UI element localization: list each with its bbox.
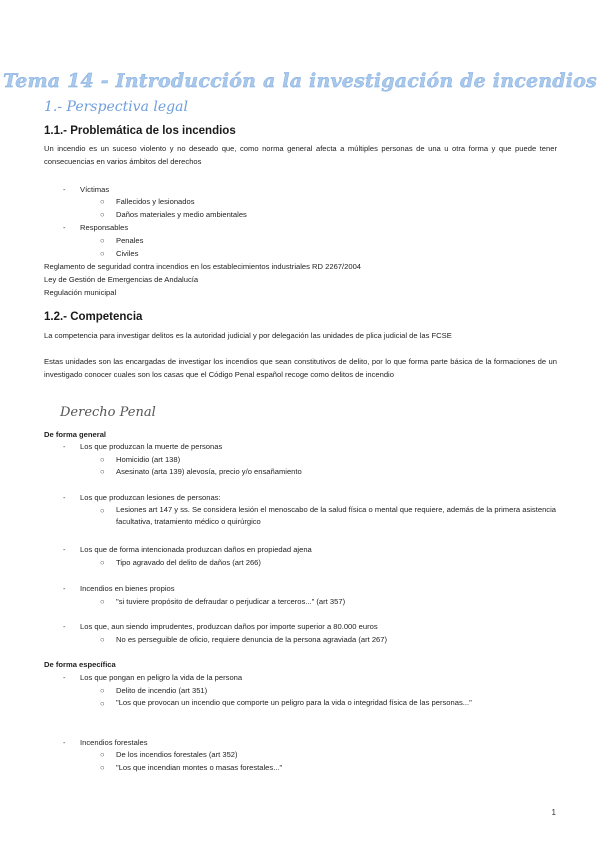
circle-bullet-icon: ○ [100, 750, 105, 759]
paragraph-competencia: La competencia para investigar delitos es la autoridad judicial y por delegación las unidades de plica judicial de las FCSE [44, 331, 452, 340]
list-item: Los que produzcan lesiones de personas: [80, 493, 221, 502]
list-item: Incendios forestales [80, 738, 148, 747]
circle-bullet-icon: ○ [100, 197, 105, 206]
label-de-forma-especifica: De forma específica [44, 660, 116, 669]
list-item-victimas: Víctimas [80, 185, 110, 194]
regulation-line: Regulación municipal [44, 288, 117, 297]
list-subitem: De los incendios forestales (art 352) [116, 750, 238, 759]
list-subitem: Lesiones art 147 y ss. Se considera lesión el menoscabo de la salud física o mental que requiere, además de la primera asistencia facultativa, tratamiento médico o quirúrgico [116, 505, 556, 526]
list-subitem: Civiles [116, 249, 139, 258]
dash-bullet: - [63, 493, 66, 502]
list-subitem: Penales [116, 236, 144, 245]
circle-bullet-icon: ○ [100, 558, 105, 567]
dash-bullet: - [63, 442, 66, 451]
dash-bullet: - [63, 223, 66, 232]
circle-bullet-icon: ○ [100, 635, 105, 644]
subsection-heading-problematica: 1.1.- Problemática de los incendios [44, 125, 236, 137]
page-number: 1 [551, 808, 556, 817]
list-subitem: Delito de incendio (art 351) [116, 686, 208, 695]
heading-derecho-penal: Derecho Penal [60, 405, 156, 420]
list-item: Los que de forma intencionada produzcan daños en propiedad ajena [80, 545, 312, 554]
dash-bullet: - [63, 185, 66, 194]
list-item: Los que, aun siendo imprudentes, produzcan daños por importe superior a 80.000 euros [80, 622, 378, 631]
subsection-heading-competencia: 1.2.- Competencia [44, 311, 143, 323]
list-subitem: No es perseguible de oficio, requiere denuncia de la persona agraviada (art 267) [116, 635, 388, 644]
circle-bullet-icon: ○ [100, 597, 105, 606]
circle-bullet-icon: ○ [100, 506, 105, 515]
dash-bullet: - [63, 673, 66, 682]
circle-bullet-icon: ○ [100, 763, 105, 772]
dash-bullet: - [63, 584, 66, 593]
section-heading-perspectiva-legal: 1.- Perspectiva legal [44, 99, 188, 115]
list-subitem: "si tuviere propósito de defraudar o perjudicar a terceros..." (art 357) [116, 597, 346, 606]
list-item: Incendios en bienes propios [80, 584, 175, 593]
regulation-line: Ley de Gestión de Emergencias de Andalucía [44, 275, 199, 284]
label-de-forma-general: De forma general [44, 430, 107, 439]
dash-bullet: - [63, 545, 66, 554]
circle-bullet-icon: ○ [100, 249, 105, 258]
circle-bullet-icon: ○ [100, 236, 105, 245]
dash-bullet: - [63, 622, 66, 631]
list-item: Los que produzcan la muerte de personas [80, 442, 223, 451]
regulation-line: Reglamento de seguridad contra incendios en los establecimientos industriales RD 2267/2004 [44, 262, 362, 271]
list-subitem: Homicidio (art 138) [116, 455, 181, 464]
list-subitem: "Los que provocan un incendio que comporte un peligro para la vida o integridad física de las personas..." [116, 698, 472, 707]
list-subitem: Asesinato (arta 139) alevosía, precio y/o ensañamiento [116, 467, 302, 476]
circle-bullet-icon: ○ [100, 467, 105, 476]
list-subitem: Fallecidos y lesionados [116, 197, 195, 206]
circle-bullet-icon: ○ [100, 455, 105, 464]
circle-bullet-icon: ○ [100, 686, 105, 695]
paragraph-unidades: Estas unidades son las encargadas de investigar los incendios que sean constitutivos de delito, por lo que forma parte básica de la formaciones de un investigado conocer cuales son los casas que el Código Penal español recoge como delitos de incendio [44, 357, 557, 379]
dash-bullet: - [63, 738, 66, 747]
list-item-responsables: Responsables [80, 223, 129, 232]
circle-bullet-icon: ○ [100, 699, 105, 708]
circle-bullet-icon: ○ [100, 210, 105, 219]
list-subitem: "Los que incendian montes o masas forestales..." [116, 763, 283, 772]
list-subitem: Tipo agravado del delito de daños (art 266) [116, 558, 261, 567]
list-item: Los que pongan en peligro la vida de la persona [80, 673, 243, 682]
document-title: Tema 14 - Introducción a la investigación de incendios [3, 70, 597, 92]
list-subitem: Daños materiales y medio ambientales [116, 210, 247, 219]
paragraph-intro: Un incendio es un suceso violento y no deseado que, como norma general afecta a múltiples personas de una u otra forma y que puede tener consecuencias en varios ámbitos del derechos [44, 144, 557, 166]
